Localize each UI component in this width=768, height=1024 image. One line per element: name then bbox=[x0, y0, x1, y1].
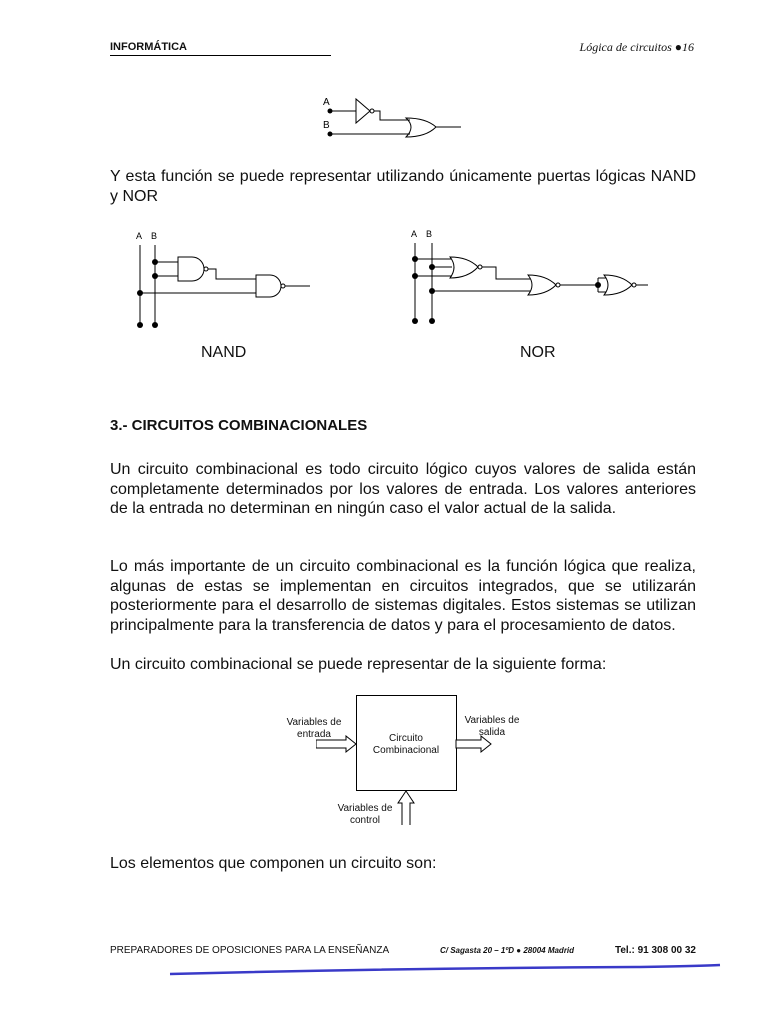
block-diagram-arrows bbox=[316, 735, 496, 825]
control-variables-label: Variables de control bbox=[337, 803, 393, 826]
nor-label: NOR bbox=[520, 344, 556, 361]
footer-left: PREPARADORES DE OPOSICIONES PARA LA ENSEÑANZA bbox=[110, 945, 390, 956]
header-right: Lógica de circuitos ●16 bbox=[579, 40, 694, 54]
nand-input-b-label: B bbox=[151, 231, 158, 241]
paragraph-4: Un circuito combinacional se puede representar de la siguiente forma: bbox=[110, 656, 607, 673]
control-arrow-icon bbox=[398, 791, 414, 825]
nor-input-a-label: A bbox=[411, 229, 418, 239]
output-variables-label: Variables de salida bbox=[464, 715, 520, 738]
box-label: Circuito Combinacional bbox=[372, 733, 440, 756]
section-title: 3.- CIRCUITOS COMBINACIONALES bbox=[110, 417, 368, 434]
paragraph-1: Y esta función se puede representar utilizando únicamente puertas lógicas NAND y NOR bbox=[110, 168, 696, 205]
paragraph-5: Los elementos que componen un circuito son: bbox=[110, 855, 437, 872]
input-a-label: A bbox=[323, 97, 330, 108]
footer-line bbox=[160, 960, 760, 980]
output-arrow-icon bbox=[456, 736, 491, 752]
paragraph-3: Lo más importante de un circuito combinacional es la función lógica que realiza, algunas de estas se implementan en circuitos integrados, que se utilizarán posteriormente para el desarrollo de sistemas digitales. Estos sistemas se utilizan principalmente para la transferencia de datos y para el procesamiento de datos. bbox=[110, 558, 696, 634]
header-rule bbox=[110, 55, 331, 56]
header-left: INFORMÁTICA bbox=[110, 41, 187, 53]
footer-phone: Tel.: 91 308 00 32 bbox=[615, 945, 696, 956]
nand-label: NAND bbox=[201, 344, 247, 361]
input-variables-label: Variables de entrada bbox=[286, 717, 342, 740]
nor-circuit-diagram bbox=[400, 225, 650, 335]
nand-circuit-diagram bbox=[128, 225, 328, 335]
nand-input-a-label: A bbox=[136, 231, 143, 241]
footer-address: C/ Sagasta 20 – 1ºD ● 28004 Madrid bbox=[440, 946, 575, 955]
input-arrow-icon bbox=[316, 736, 356, 752]
paragraph-2: Un circuito combinacional es todo circuito lógico cuyos valores de salida están completamente determinados por los valores de entrada. Los valores anteriores de la entrada no determinan en ningún caso el valor actual de la salida. bbox=[110, 461, 696, 518]
input-b-label: B bbox=[323, 120, 330, 131]
nor-input-b-label: B bbox=[426, 229, 433, 239]
circuit-not-or-diagram bbox=[318, 90, 488, 150]
